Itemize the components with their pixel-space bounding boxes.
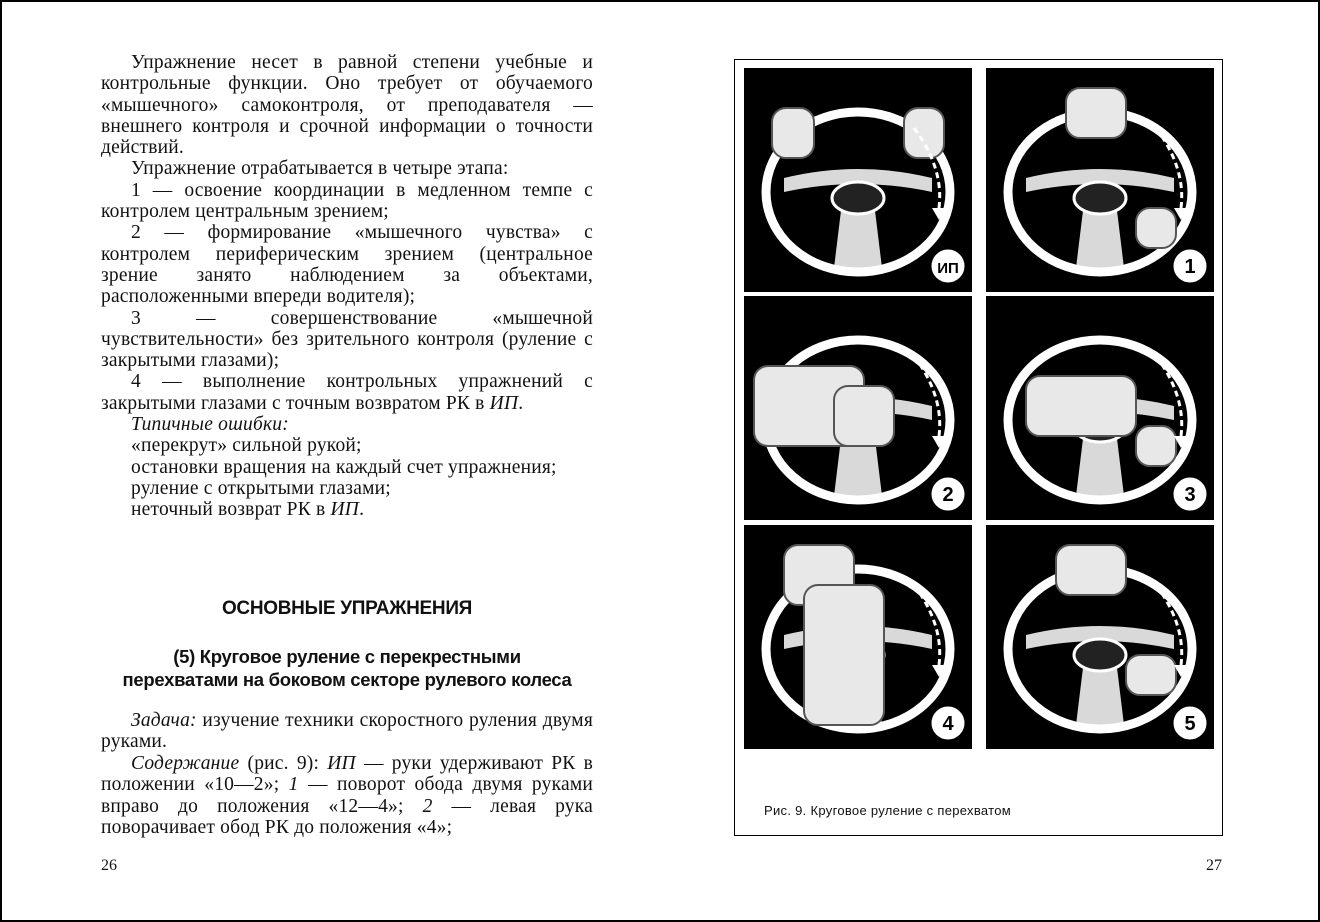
ip-ref: ИП [327,752,356,774]
error-item: «перекрут» сильной рукой; [131,435,362,457]
task-block [101,710,593,838]
wheel-hub [1074,182,1126,214]
steering-wheel-illustration [986,296,1214,520]
hand-glove [904,108,944,158]
task-paragraph [101,710,593,753]
figure-caption: Рис. 9. Круговое руление с перехватом [764,803,1012,818]
hand-glove [1136,208,1176,248]
step-badge-label: 5 [1184,713,1196,735]
paragraph-stage-3: 3 — совершенствование «мышечной чувствительности» без зрительного контроля (руление с закрытыми глазами); [101,307,593,372]
steering-wheel-illustration [986,525,1214,749]
period: . [518,392,524,414]
hand-glove [1136,426,1176,466]
task-label: Задача: [131,710,197,731]
paragraph-stage-1: 1 — освоение координации в медленном темпе с контролем центральным зрением; [101,179,593,223]
hand-glove [772,108,814,158]
steering-wheel-illustration [744,296,972,520]
paragraph-intro: Упражнение несет в равной степени учебные и контрольные функции. Оно требует от обучаемого «мышечного» самоконтроля, от преподавателя — внешнего контроля и срочной информации о точности действий. [101,52,593,159]
hand-glove [1126,655,1176,695]
errors-heading: Типичные ошибки: [131,414,289,436]
content-label: Содержание [131,752,240,774]
stage-4-text: 4 — выполнение контрольных упражнений с закрытыми глазами с точным возвратом РК в [101,371,593,414]
error-item: руление с открытыми глазами; [131,477,391,499]
wheel-hub [832,182,884,214]
paragraph-stage-2: 2 — формирование «мышечного чувства» с контролем периферическим зрением (центральное зрение занято наблюдением за объектами, расположенными впереди водителя); [101,222,593,308]
exercise-heading-line1: (5) Круговое руление с перекрестными [173,646,521,667]
section-heading: ОСНОВНЫЕ УПРАЖНЕНИЯ [221,598,473,619]
hand-glove [1066,88,1126,138]
step-badge-label: 3 [1184,484,1196,506]
steering-wheel-illustration [744,525,972,749]
step-badge-label: ИП [937,260,959,277]
error-item: остановки вращения на каждый счет упражнения; [131,456,557,478]
error-item: неточный возврат РК в ИП. [131,499,365,521]
hand-glove [804,585,884,725]
ip-ref: ИП [489,392,519,414]
steering-wheel-illustration [986,68,1214,292]
hand-glove [1026,376,1136,436]
left-page-text [101,52,593,521]
hand-glove [1056,545,1126,595]
exercise-heading-line2: перехватами на боковом секторе рулевого колеса [122,669,572,690]
step-badge-label: 1 [1184,256,1196,278]
content-paragraph: Содержание (рис. 9): ИП — руки удерживают РК в положении «10—2»; 1 — поворот обода двумя руками вправо до положения «12—4»; 2 — левая рука поворачивает обод РК до положения «4»; [101,752,593,839]
hand-glove [834,386,894,446]
ip-ref: ИП [330,499,360,521]
figure-panel [744,68,972,292]
step-badge-label: 2 [942,484,954,506]
steering-wheel-illustration [744,68,972,292]
wheel-hub [1074,639,1126,671]
figure-panel [744,525,972,749]
figure-panel [986,525,1214,749]
exercise-heading [101,645,593,691]
paragraph-stage-4 [101,371,593,414]
task-text: изучение техники скоростного руления двумя руками. [101,710,593,753]
page-number-right: 27 [1206,857,1222,874]
page-number-left: 26 [101,857,117,874]
figure-panel [986,68,1214,292]
figure-panel [744,296,972,520]
step-badge-label: 4 [942,713,954,735]
paragraph-stages: Упражнение отрабатывается в четыре этапа: [131,158,509,180]
figure-panel [986,296,1214,520]
